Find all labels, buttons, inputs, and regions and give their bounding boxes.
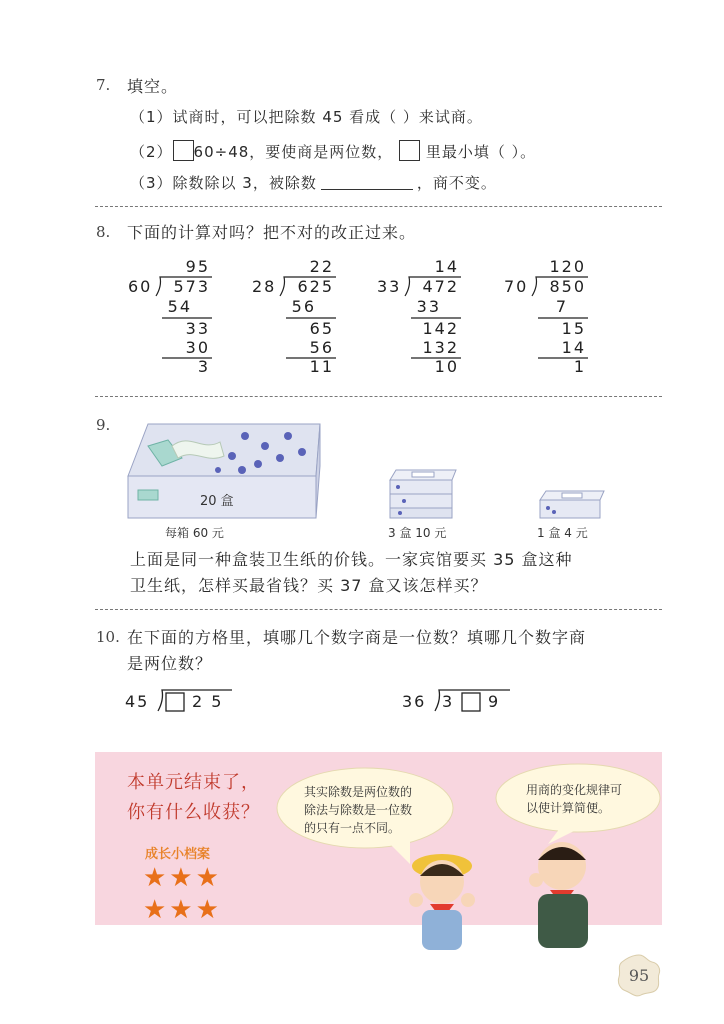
divisor: 70 [504,277,529,296]
summary-title-line2: 你有什么收获？ [127,802,260,823]
division-step: 142 [422,319,459,338]
star-row: ★★★ [143,895,222,925]
three-box-stack-illustration [390,470,456,518]
section-divider [95,609,662,610]
dividend: 472 [422,277,459,296]
division-step: 7 [555,297,568,316]
dividend: 625 [297,277,334,296]
section-divider [95,206,662,207]
q10-right-digit-after: 9 [488,692,501,711]
carton-label: 20 盒 [200,494,234,509]
division-step: 65 [309,319,334,338]
q10-left-answer-box[interactable] [166,693,184,711]
answer-box[interactable] [173,140,194,161]
division-step: 56 [309,338,334,357]
q10-right-digit-before: 3 [442,692,455,711]
division-step: 56 [291,297,316,316]
answer-blank[interactable] [321,189,413,190]
dividend: 850 [549,277,586,296]
quotient: 22 [309,257,334,276]
single-box-price-caption: 1 盒 4 元 [537,526,588,540]
division-step: 33 [185,319,210,338]
q10-left-digits: 2 5 [192,692,224,711]
quotient: 14 [434,257,459,276]
speech-bubble-line: 其实除数是两位数的 [304,785,413,799]
q7-title: 填空。 [127,77,179,96]
division-step: 54 [167,297,192,316]
three-box-price-caption: 3 盒 10 元 [388,526,447,540]
q9-number: 9. [96,416,111,434]
division-step: 10 [434,357,459,376]
q9-text-line1: 上面是同一种盒装卫生纸的价钱。一家宾馆要买 35 盒这种 [130,550,573,569]
division-step: 11 [309,357,334,376]
divisor: 28 [252,277,277,296]
summary-title-line1: 本单元结束了， [127,772,260,793]
division-step: 15 [561,319,586,338]
boy-character-illustration [529,842,588,948]
division-step: 3 [197,357,210,376]
q7-number: 7. [96,76,111,94]
q7-item2-label: （2） [130,143,173,161]
q7-item2 [130,140,536,162]
answer-box[interactable] [399,140,420,161]
speech-bubble-line: 用商的变化规律可 [526,783,623,797]
quotient: 95 [185,257,210,276]
division-step: 132 [422,338,459,357]
carton-price-caption: 每箱 60 元 [165,526,224,540]
q10-right-divisor: 36 [402,692,427,711]
q8-number: 8. [96,223,111,241]
speech-bubbles [270,760,670,960]
speech-bubble-line: 的只有一点不同。 [304,821,401,835]
q9-text-line2: 卫生纸，怎样买最省钱？买 37 盒又该怎样买？ [130,576,488,595]
q10-text-line2: 是两位数？ [127,654,213,673]
speech-bubble-line: 以使计算简便。 [526,801,611,815]
division-step: 30 [185,338,210,357]
divisor: 33 [377,277,402,296]
single-box-illustration [540,491,604,518]
speech-bubble-2 [496,764,660,832]
q8-title: 下面的计算对吗？把不对的改正过来。 [127,223,417,242]
growth-archive-label: 成长小档案 [145,847,211,862]
q7-item2-text: 60÷48，要使商是两位数， [193,143,394,161]
divisor: 60 [128,277,153,296]
division-step: 33 [416,297,441,316]
q7-item1: （1）试商时，可以把除数 45 看成（ ）来试商。 [130,108,483,126]
long-division-calcs [0,250,724,385]
speech-bubble-line: 除法与除数是一位数 [304,803,413,817]
speech-bubble-1-text [304,784,412,835]
girl-character-illustration [409,854,475,950]
q7-item3 [130,172,497,193]
q10-number: 10. [96,628,120,646]
section-divider [95,396,662,397]
q7-item3-tail: ，商不变。 [416,174,497,192]
q10-left-divisor: 45 [125,692,150,711]
page-number: 95 [628,966,650,985]
division-step: 1 [573,357,586,376]
q10-right-answer-box[interactable] [462,693,480,711]
q7-item3-text: （3）除数除以 3，被除数 [130,174,317,192]
q10-divisions [120,684,540,718]
q7-item2-tail: 里最小填（ ）。 [425,143,537,161]
page-number-badge [614,952,664,998]
dividend: 573 [173,277,210,296]
q10-text-line1: 在下面的方格里，填哪几个数字商是一位数？填哪几个数字商 [127,628,587,647]
quotient: 120 [549,257,586,276]
star-row: ★★★ [143,863,222,893]
division-step: 14 [561,338,586,357]
